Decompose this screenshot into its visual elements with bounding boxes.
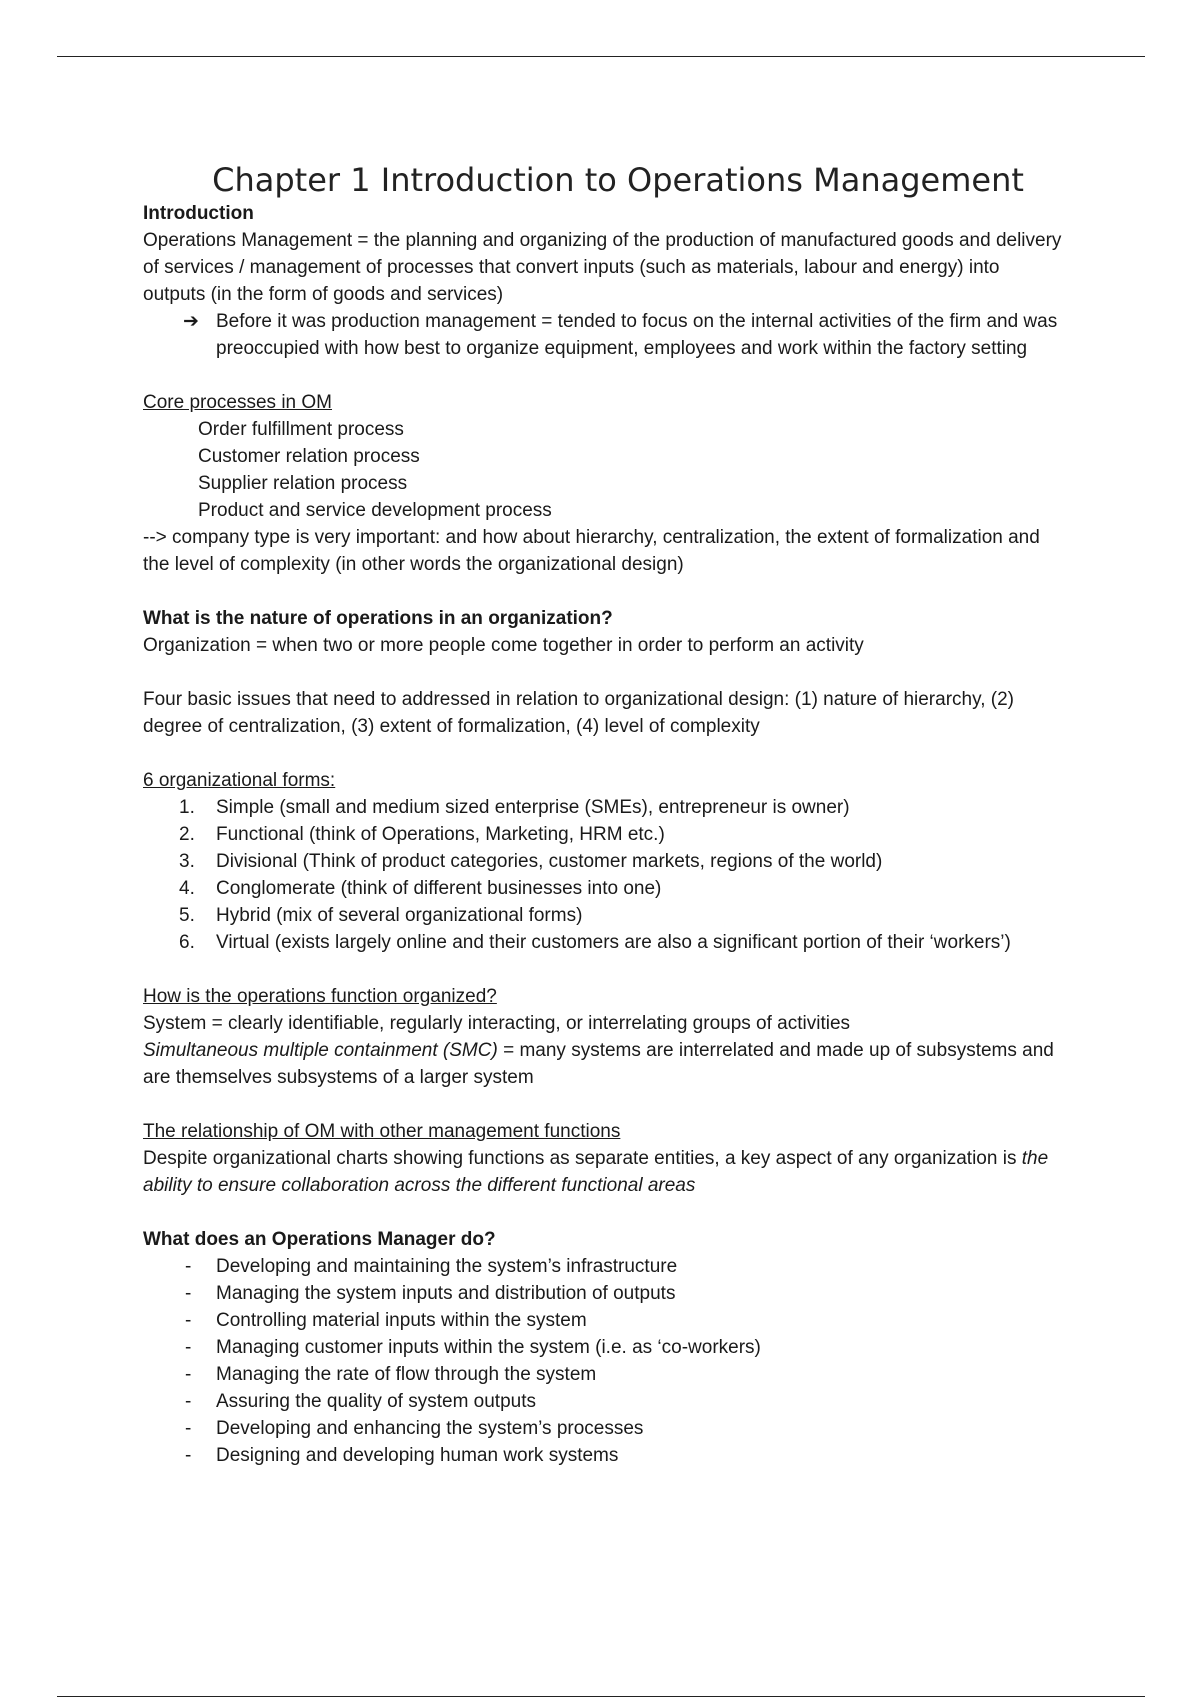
forms-list [143,794,1063,956]
core-process-item: Order fulfillment process [198,419,404,440]
function-heading: How is the operations function organized? [143,986,497,1007]
list-item: 4. Conglomerate (think of different businesses into one) [179,878,662,899]
manager-duties-list [143,1253,1063,1469]
four-issues-text: Four basic issues that need to addressed in relation to organizational design: (1) nature of hierarchy, (2) degree of centralization, (3) extent of formalization, (4) level of complexity [143,689,1014,737]
smc-definition [143,1037,1063,1091]
om-definition: Operations Management = the planning and organizing of the production of manufactured goods and delivery of services / management of processes that convert inputs (such as materials, labour and energy) into outputs (in the form of goods and services) [143,230,1062,305]
list-item: - Developing and maintaining the system’s infrastructure [185,1256,678,1277]
list-item: - Designing and developing human work systems [185,1445,619,1466]
list-item: 1. Simple (small and medium sized enterprise (SMEs), entrepreneur is owner) [179,797,850,818]
manager-heading: What does an Operations Manager do? [143,1229,496,1250]
nature-heading: What is the nature of operations in an organization? [143,608,613,629]
system-definition: System = clearly identifiable, regularly interacting, or interrelating groups of activities [143,1013,851,1034]
core-processes-heading: Core processes in OM [143,392,333,413]
list-item: 6. Virtual (exists largely online and their customers are also a significant portion of their ‘workers’) [179,932,1011,953]
smc-text: = many systems are interrelated and made up of subsystems and are themselves subsystems of a larger system [143,1040,1054,1088]
footer-rule [57,1696,1145,1697]
collaboration-phrase: the ability to ensure collaboration across the different functional areas [143,1148,1049,1196]
production-management-note [143,308,1063,362]
list-item: - Managing customer inputs within the system (i.e. as ‘co-workers) [185,1337,761,1358]
intro-heading: Introduction [143,203,254,224]
core-process-item: Product and service development process [198,500,552,521]
list-item: - Managing the system inputs and distribution of outputs [185,1283,676,1304]
smc-term: Simultaneous multiple containment (SMC) [143,1040,498,1061]
core-process-item: Supplier relation process [198,473,408,494]
relationship-heading: The relationship of OM with other management functions [143,1121,621,1142]
list-item: - Managing the rate of flow through the system [185,1364,597,1385]
core-process-item: Customer relation process [198,446,420,467]
organization-definition: Organization = when two or more people come together in order to perform an activity [143,635,864,656]
header-rule [57,56,1145,57]
forms-heading: 6 organizational forms: [143,770,336,791]
list-item: 3. Divisional (Think of product categories, customer markets, regions of the world) [179,851,883,872]
arrow-right-icon: ➔ [183,311,199,332]
list-item: 5. Hybrid (mix of several organizational forms) [179,905,583,926]
list-item: 2. Functional (think of Operations, Marketing, HRM etc.) [179,824,665,845]
company-type-note: --> company type is very important: and how about hierarchy, centralization, the extent of formalization and the level of complexity (in other words the organizational design) [143,527,1040,575]
production-management-text: Before it was production management = tended to focus on the internal activities of the firm and was preoccupied with how best to organize equipment, employees and work within the factory setting [216,311,1058,359]
list-item: - Assuring the quality of system outputs [185,1391,536,1412]
list-item: - Controlling material inputs within the system [185,1310,587,1331]
relationship-text: Despite organizational charts showing functions as separate entities, a key aspect of any organization is the ability to ensure collaboration across the different functional areas [143,1148,1049,1196]
page-title: Chapter 1 Introduction to Operations Management [212,161,1024,199]
list-item: - Developing and enhancing the system’s processes [185,1418,644,1439]
document-body [143,160,1063,1469]
core-processes-list [143,416,1063,524]
